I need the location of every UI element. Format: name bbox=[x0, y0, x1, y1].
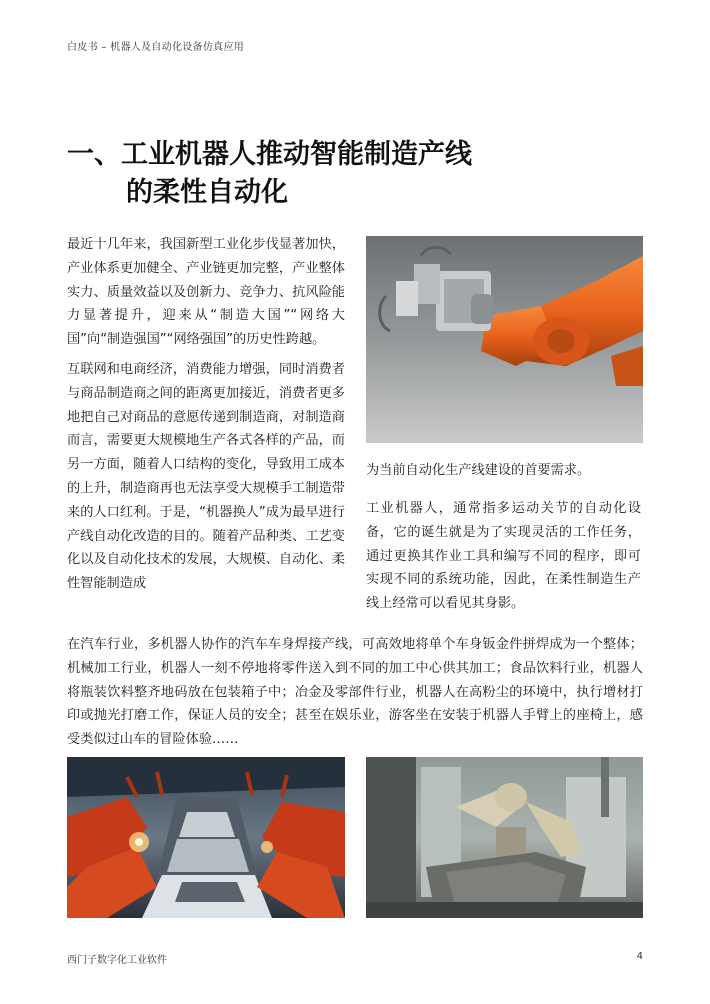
paragraph-industrial-robot: 工业机器人，通常指多运动关节的自动化设备，它的诞生就是为了实现灵活的工作任务，通过更换其作业工具和编写不同的程序，即可实现不同的系统功能，因此，在柔性制造生产线上经常可以看见其身影。 bbox=[366, 501, 641, 612]
paragraph-applications: 在汽车行业，多机器人协作的汽车车身焊接产线，可高效地将单个车身钣金件拼焊成为一个整体；机械加工行业，机器人一刻不停地将零件送入到不同的加工中心供其加工；食品饮料行业，机器人将瓶装饮料整齐地码放在包装箱子中；冶金及零部件行业，机器人在高粉尘的环境中，执行增材打印或抛光打磨工作，保证人员的安全；甚至在娱乐业，游客坐在安装于机器人手臂上的座椅上，感受类似过山车的冒险体验…… bbox=[67, 637, 643, 748]
page-number: 4 bbox=[636, 951, 643, 962]
title-line-1: 一、工业机器人推动智能制造产线 bbox=[67, 139, 472, 170]
robot-arm-photo bbox=[366, 236, 643, 443]
paragraph-ecommerce-continued: 为当前自动化生产线建设的首要需求。 bbox=[366, 463, 591, 478]
polishing-robot-booth-photo bbox=[366, 757, 643, 918]
paragraph-ecommerce: 互联网和电商经济，消费能力增强，同时消费者与商品制造商之间的距离更加接近，消费者更多地把自己对商品的意愿传递到制造商，对制造商而言，需要更大规模地生产各式各样的产品，而另一方面，随着人口结构的变化，导致用工成本的上升，制造商再也无法享受大规模手工制造带来的人口红利。于是，“机器换人”成为最早进行产线自动化改造的目的。随着产品种类、工艺变化以及自动化技术的发展，大规模、自动化、柔性智能制造成 bbox=[67, 362, 345, 592]
title-line-2: 的柔性自动化 bbox=[126, 177, 288, 208]
paragraph-intro: 最近十几年来，我国新型工业化步伐显著加快，产业体系更加健全、产业链更加完整，产业整体实力、质量效益以及创新力、竞争力、抗风险能力显著提升，迎来从“制造大国”“网络大国”向“制造强国”“网络强国”的历史性跨越。 bbox=[67, 237, 345, 348]
section-title bbox=[67, 136, 472, 212]
running-header: 白皮书 – 机器人及自动化设备仿真应用 bbox=[67, 42, 245, 53]
car-welding-line-photo bbox=[67, 757, 345, 918]
footer-company: 西门子数字化工业软件 bbox=[67, 955, 167, 966]
